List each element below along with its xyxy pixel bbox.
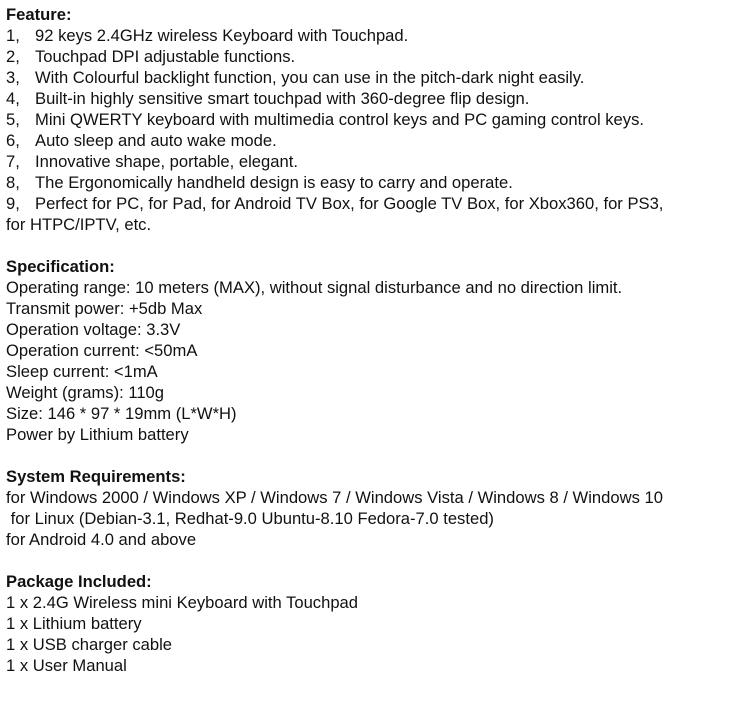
spec-line: Transmit power: +5db Max — [6, 299, 203, 318]
spec-line: Size: 146 * 97 * 19mm (L*W*H) — [6, 404, 237, 423]
item-number: 7, — [6, 152, 20, 171]
feature-item — [6, 193, 740, 214]
package-item: 1 x 2.4G Wireless mini Keyboard with Touchpad — [6, 593, 359, 612]
feature-item — [6, 25, 740, 46]
feature-item — [6, 172, 740, 193]
spec-line: Operating range: 10 meters (MAX), without signal disturbance and no direction limit. — [6, 278, 623, 297]
item-number: 2, — [6, 47, 20, 66]
item-text: Built-in highly sensitive smart touchpad with 360-degree flip design. — [35, 89, 530, 108]
item-text: 92 keys 2.4GHz wireless Keyboard with Touchpad. — [35, 26, 409, 45]
package-item: 1 x Lithium battery — [6, 614, 142, 633]
item-text: The Ergonomically handheld design is easy to carry and operate. — [35, 173, 513, 192]
feature-heading: Feature: — [6, 5, 72, 24]
item-number: 3, — [6, 68, 20, 87]
system-requirements-heading: System Requirements: — [6, 467, 186, 486]
item-number: 5, — [6, 110, 20, 129]
package-included-section — [6, 571, 740, 676]
section-spacer — [6, 235, 740, 256]
item-number: 9, — [6, 194, 20, 213]
item-number: 6, — [6, 131, 20, 150]
package-included-heading: Package Included: — [6, 572, 152, 591]
item-number: 1, — [6, 26, 20, 45]
item-number: 4, — [6, 89, 20, 108]
spec-line: Operation voltage: 3.3V — [6, 320, 181, 339]
section-spacer — [6, 445, 740, 466]
item-text: Auto sleep and auto wake mode. — [35, 131, 277, 150]
requirement-line: for Windows 2000 / Windows XP / Windows 7 / Windows Vista / Windows 8 / Windows 10 — [6, 488, 663, 507]
item-text: Touchpad DPI adjustable functions. — [35, 47, 296, 66]
item-text: Perfect for PC, for Pad, for Android TV Box, for Google TV Box, for Xbox360, for PS3, — [35, 194, 664, 213]
spec-line: Operation current: <50mA — [6, 341, 198, 360]
feature-item — [6, 67, 740, 88]
feature-section — [6, 4, 740, 235]
requirement-line: for Linux (Debian-3.1, Redhat-9.0 Ubuntu-8.10 Fedora-7.0 tested) — [6, 509, 494, 528]
feature-continuation: for HTPC/IPTV, etc. — [6, 215, 152, 234]
item-text: Mini QWERTY keyboard with multimedia control keys and PC gaming control keys. — [35, 110, 644, 129]
item-number: 8, — [6, 173, 20, 192]
feature-item — [6, 130, 740, 151]
specification-heading: Specification: — [6, 257, 115, 276]
product-description — [6, 4, 740, 676]
feature-item — [6, 151, 740, 172]
section-spacer — [6, 550, 740, 571]
package-item: 1 x User Manual — [6, 656, 127, 675]
feature-item — [6, 88, 740, 109]
item-text: Innovative shape, portable, elegant. — [35, 152, 298, 171]
spec-line: Power by Lithium battery — [6, 425, 189, 444]
specification-section — [6, 256, 740, 445]
spec-line: Weight (grams): 110g — [6, 383, 165, 402]
item-text: With Colourful backlight function, you can use in the pitch-dark night easily. — [35, 68, 585, 87]
requirement-line: for Android 4.0 and above — [6, 530, 197, 549]
spec-line: Sleep current: <1mA — [6, 362, 158, 381]
feature-item — [6, 46, 740, 67]
system-requirements-section — [6, 466, 740, 550]
feature-item — [6, 109, 740, 130]
package-item: 1 x USB charger cable — [6, 635, 173, 654]
